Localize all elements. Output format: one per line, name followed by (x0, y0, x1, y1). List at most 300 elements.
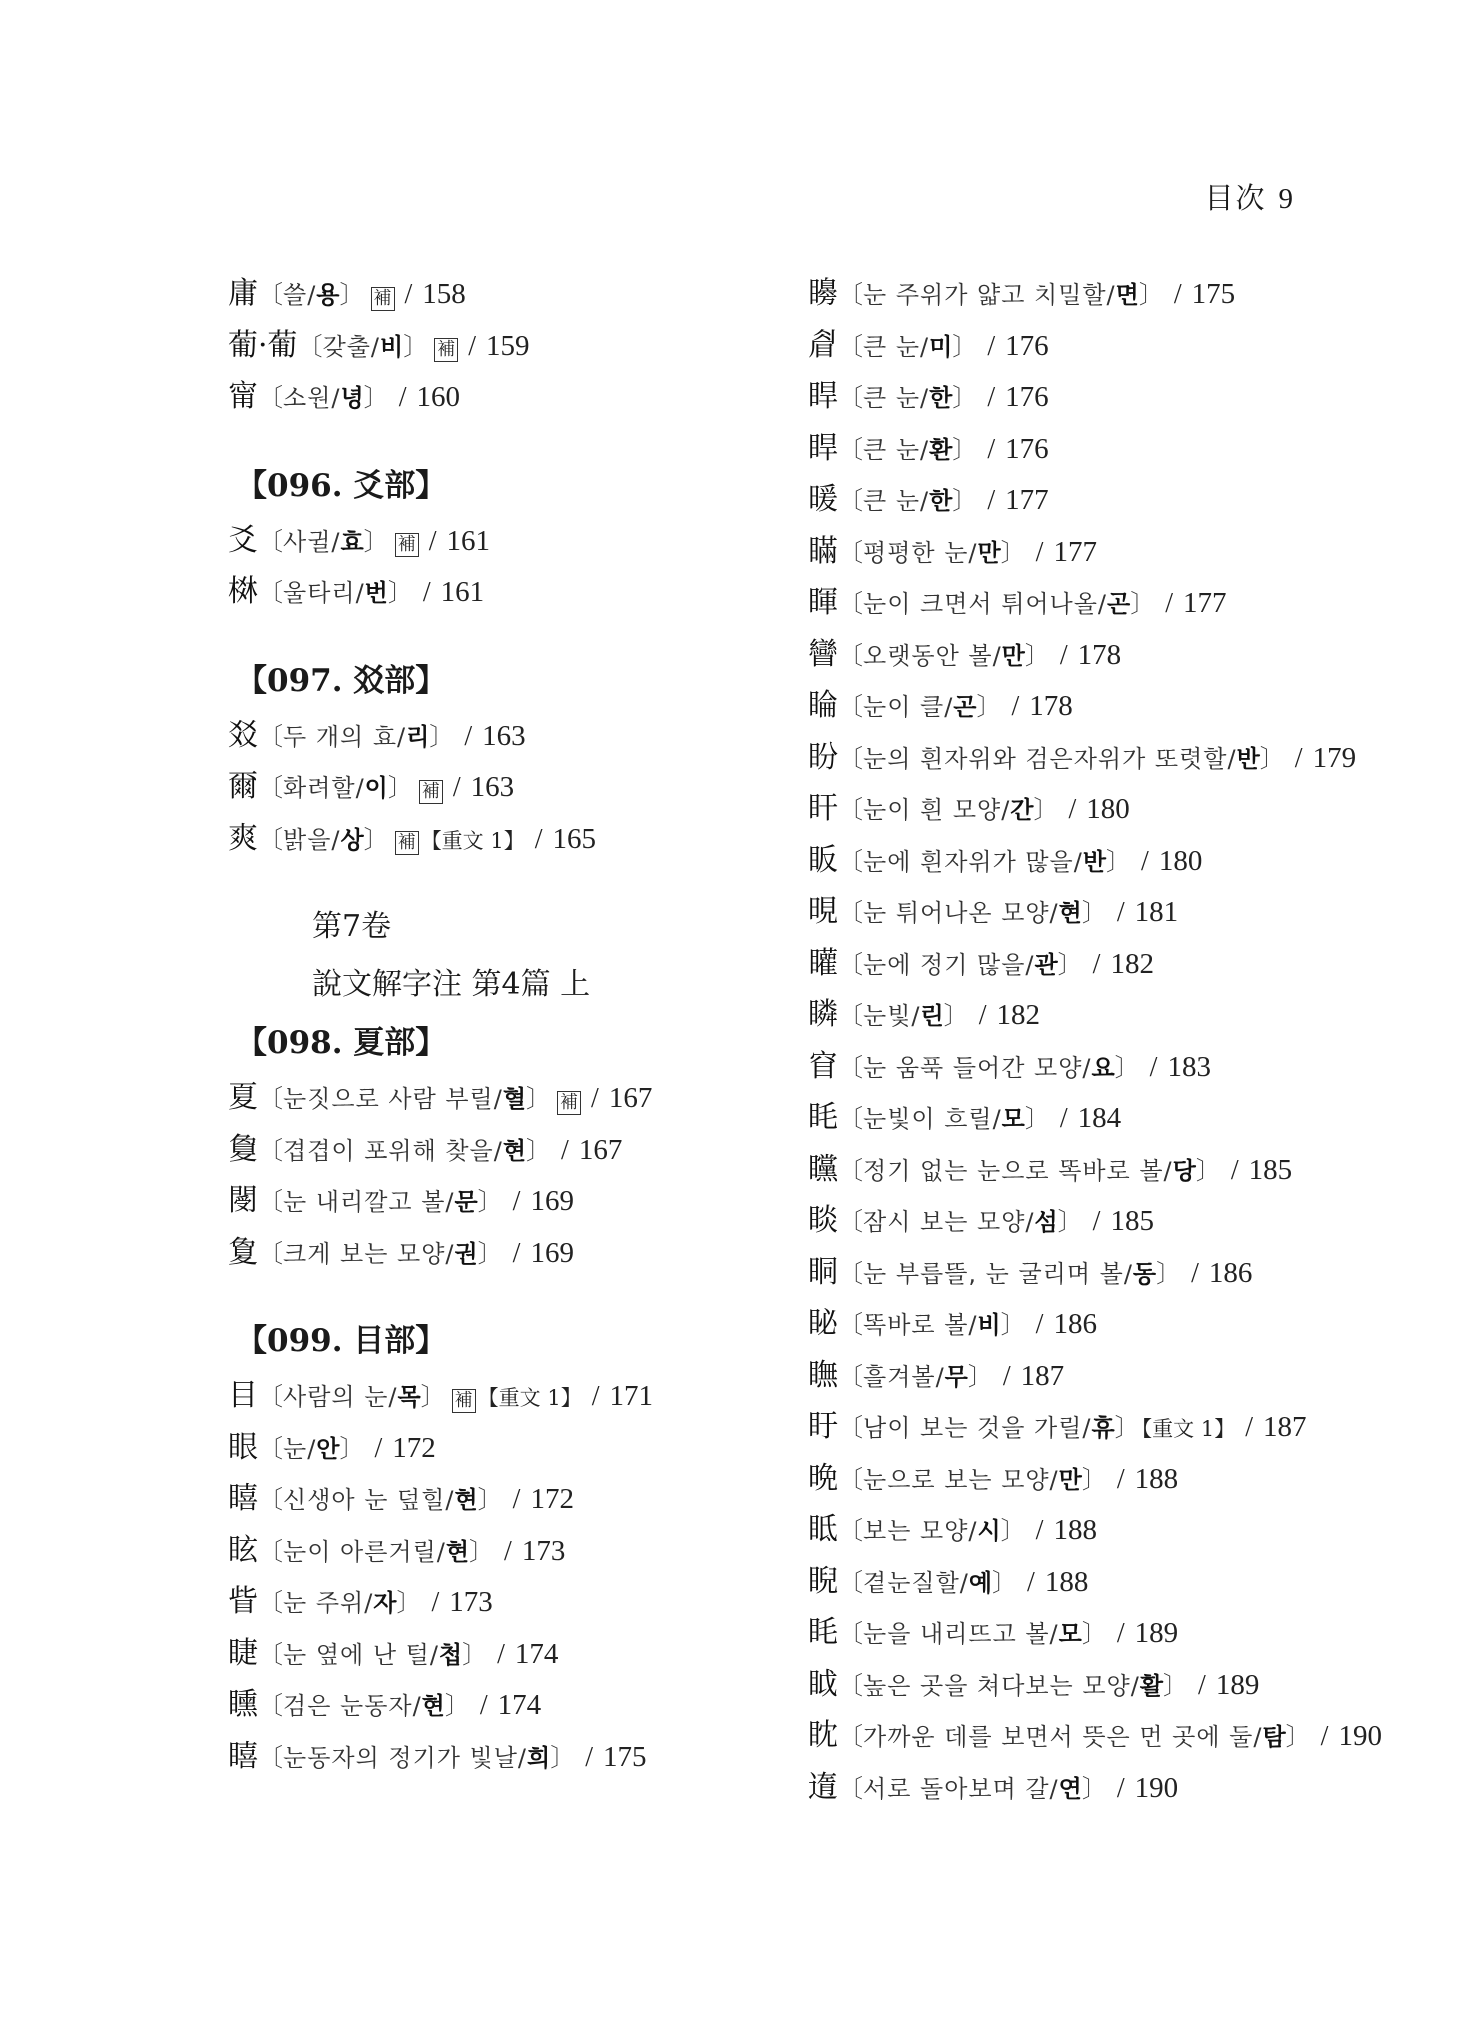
toc-entry (228, 1679, 788, 1731)
entry-gloss: 눈이 클/ (863, 693, 954, 721)
entry-reading: 첩 (438, 1640, 463, 1669)
entry-reading: 상 (340, 825, 364, 854)
close-bracket-glyph: 〕 (992, 1567, 1018, 1597)
slash-separator: / (1294, 742, 1303, 774)
close-bracket-glyph: 〕 (1195, 1155, 1221, 1185)
toc-entry (228, 1473, 788, 1525)
entry-reading: 현 (454, 1486, 478, 1514)
entry-gloss: 검은 눈동자/ (283, 1692, 422, 1720)
entry-character: 睅 (808, 430, 838, 466)
entry-page-number: 171 (609, 1380, 653, 1412)
entry-page-number: 176 (1005, 329, 1049, 362)
entry-character: 瞦 (228, 1738, 258, 1774)
slash-separator: / (428, 525, 437, 557)
entry-character: 睂 (808, 327, 838, 363)
toc-entry (808, 680, 1308, 732)
entry-gloss: 눈을 내리뜨고 볼/ (863, 1620, 1059, 1648)
radical-heading-098: 【098. 夏部】 (236, 1025, 447, 1061)
page-number: 9 (1278, 183, 1295, 215)
close-bracket-glyph: 〕 (429, 721, 455, 751)
entry-reading: 이 (364, 774, 388, 802)
entry-page-number: 187 (1020, 1359, 1065, 1392)
header-title: 目次 (1204, 181, 1267, 215)
close-bracket-glyph: 〕 (1156, 1258, 1182, 1288)
open-bracket-glyph: 〔 (838, 795, 864, 824)
slash-separator: / (512, 1186, 521, 1217)
close-bracket-glyph: 〕 (477, 1187, 503, 1216)
entry-character: 瞵 (808, 997, 838, 1032)
toc-entry (808, 1195, 1308, 1247)
open-bracket-glyph: 〔 (258, 824, 284, 854)
open-bracket-glyph: 〔 (258, 773, 284, 802)
entry-reading: 현 (445, 1537, 470, 1566)
close-bracket-glyph: 〕 (1138, 280, 1164, 309)
variant-count: 【重文 1】 (477, 1386, 582, 1410)
entry-page-number: 176 (1005, 381, 1049, 413)
slash-separator: / (1173, 279, 1182, 310)
entry-character: 窅 (808, 1048, 838, 1084)
entry-reading: 만 (1058, 1465, 1082, 1494)
entry-character: 矄 (228, 1687, 258, 1722)
toc-entry (808, 474, 1308, 526)
open-bracket-glyph: 〔 (838, 280, 864, 309)
entry-gloss: 눈에 정기 많을/ (863, 950, 1035, 979)
open-bracket-glyph: 〔 (258, 1187, 284, 1216)
book-title: 說文解字注 第4篇 上 (312, 967, 591, 1002)
toc-entry (808, 989, 1308, 1041)
open-bracket-glyph: 〔 (258, 1135, 284, 1165)
entry-reading: 용 (316, 281, 340, 309)
slash-separator: / (1230, 1154, 1239, 1186)
close-bracket-glyph: 〕 (1057, 949, 1083, 979)
close-bracket-glyph: 〕 (469, 1536, 495, 1566)
entry-gloss: 눈/ (283, 1434, 317, 1463)
entry-character: 眅 (808, 842, 838, 878)
entry-character: 矏 (808, 276, 838, 311)
slash-separator: / (987, 382, 996, 413)
toc-entry (228, 1370, 788, 1422)
toc-entry (808, 1401, 1308, 1453)
toc-entry (228, 1422, 788, 1474)
slash-separator: / (1116, 1772, 1125, 1804)
entry-reading: 자 (373, 1589, 397, 1617)
entry-reading: 동 (1132, 1259, 1157, 1288)
slash-separator: / (1092, 948, 1101, 980)
entry-page-number: 189 (1134, 1617, 1179, 1649)
toc-entry (228, 371, 788, 423)
open-bracket-glyph: 〔 (258, 1382, 284, 1411)
entry-page-number: 165 (552, 822, 597, 855)
entry-reading: 휴 (1091, 1414, 1115, 1442)
entry-reading: 목 (397, 1383, 421, 1411)
entry-character: 眥 (228, 1584, 258, 1619)
entry-gloss: 겹겹이 포위해 찾을/ (283, 1136, 503, 1165)
entry-reading: 연 (1058, 1774, 1082, 1803)
entry-character: 䀣 (808, 1306, 838, 1341)
left-column (228, 268, 788, 1782)
open-bracket-glyph: 〔 (258, 1588, 284, 1617)
open-bracket-glyph: 〔 (258, 1536, 284, 1566)
entry-character: 盰 (808, 791, 838, 826)
slash-separator: / (398, 382, 407, 413)
close-bracket-glyph: 〕 (943, 1001, 969, 1030)
entry-gloss: 큰 눈/ (863, 384, 930, 412)
open-bracket-glyph: 〔 (838, 434, 864, 464)
toc-entry (808, 268, 1308, 320)
entry-character: 遀 (808, 1769, 838, 1805)
entry-reading: 반 (1236, 744, 1260, 773)
open-bracket-glyph: 〔 (838, 1722, 864, 1751)
entry-page-number: 167 (578, 1133, 623, 1166)
toc-entry (808, 732, 1357, 784)
entry-gloss: 사람의 눈/ (283, 1383, 398, 1411)
entry-character: 眡 (808, 1512, 838, 1547)
supplement-tag: 補 (395, 831, 419, 855)
open-bracket-glyph: 〔 (838, 1258, 864, 1288)
entry-gloss: 눈짓으로 사람 부릴/ (283, 1085, 503, 1113)
toc-entry (228, 320, 788, 372)
close-bracket-glyph: 〕 (403, 331, 429, 361)
entry-page-number: 177 (1005, 484, 1049, 516)
slash-separator: / (512, 1237, 521, 1269)
open-bracket-glyph: 〔 (838, 846, 864, 876)
entry-page-number: 161 (446, 524, 490, 557)
toc-entry (228, 1576, 788, 1628)
entry-page-number: 189 (1215, 1668, 1260, 1701)
entry-page-number: 163 (470, 771, 515, 803)
entry-reading: 만 (977, 538, 1001, 567)
entry-character: 晩 (808, 1460, 838, 1496)
slash-separator: / (561, 1134, 569, 1166)
supplement-tag: 補 (452, 1389, 476, 1413)
close-bracket-glyph: 〕 (339, 280, 365, 309)
entry-page-number: 190 (1134, 1771, 1179, 1804)
entry-page-number: 174 (514, 1637, 559, 1670)
supplement-tag: 補 (557, 1091, 581, 1115)
close-bracket-glyph: 〕 (1106, 846, 1132, 876)
slash-separator: / (1320, 1721, 1329, 1752)
slash-separator: / (1191, 1257, 1199, 1289)
slash-separator: / (987, 433, 996, 465)
entry-reading: 관 (1034, 950, 1058, 979)
open-bracket-glyph: 〔 (838, 1207, 864, 1236)
entry-character: 矘 (808, 1151, 838, 1187)
slash-separator: / (479, 1690, 488, 1721)
slash-separator: / (1092, 1206, 1101, 1237)
entry-reading: 혈 (502, 1085, 527, 1113)
open-bracket-glyph: 〔 (258, 280, 284, 309)
toc-entry (228, 1227, 788, 1279)
entry-list (228, 710, 788, 865)
close-bracket-glyph: 〕 (967, 1361, 993, 1391)
entry-gloss: 눈빛/ (863, 1002, 921, 1030)
entry-page-number: 185 (1248, 1153, 1293, 1186)
entry-gloss: 큰 눈/ (863, 332, 930, 361)
slash-separator: / (1245, 1412, 1253, 1443)
close-bracket-glyph: 〕 (1000, 1310, 1026, 1339)
entry-character: 睒 (808, 1203, 838, 1238)
close-bracket-glyph: 〕 (477, 1485, 503, 1514)
entry-page-number: 188 (1134, 1462, 1179, 1495)
entry-page-number: 167 (608, 1082, 653, 1114)
entry-gloss: 화려할/ (283, 774, 365, 802)
entry-gloss: 두 개의 효/ (283, 722, 407, 751)
entry-page-number: 179 (1312, 741, 1357, 774)
entry-reading: 한 (929, 384, 953, 412)
toc-entry (808, 1659, 1308, 1711)
open-bracket-glyph: 〔 (838, 640, 864, 670)
entry-page-number: 159 (486, 329, 530, 362)
open-bracket-glyph: 〔 (838, 383, 864, 412)
entry-character: 盼 (808, 739, 838, 775)
entry-reading: 효 (340, 527, 364, 556)
running-header (1204, 176, 1295, 217)
close-bracket-glyph: 〕 (363, 526, 389, 556)
entry-character: 夏 (228, 1080, 258, 1115)
close-bracket-glyph: 〕 (1024, 640, 1050, 670)
toc-entry (808, 1247, 1308, 1299)
entry-gloss: 눈 주위가 얇고 치밀할/ (863, 281, 1116, 309)
entry-reading: 한 (929, 487, 953, 515)
entry-page-number: 169 (530, 1236, 574, 1269)
entry-gloss: 쓸/ (283, 281, 317, 309)
close-bracket-glyph: 〕 (387, 773, 413, 802)
entry-page-number: 174 (497, 1689, 542, 1721)
open-bracket-glyph: 〔 (838, 949, 864, 979)
entry-page-number: 182 (996, 999, 1040, 1031)
open-bracket-glyph: 〔 (838, 1052, 864, 1082)
slash-separator: / (1027, 1566, 1035, 1598)
entry-reading: 현 (421, 1692, 445, 1720)
entry-page-number: 173 (521, 1534, 566, 1567)
toc-entry (808, 1453, 1308, 1505)
entry-page-number: 178 (1077, 638, 1122, 671)
toc-entry (808, 1092, 1308, 1144)
toc-entry (228, 566, 788, 618)
slash-separator: / (1165, 588, 1173, 619)
entry-page-number: 188 (1053, 1514, 1097, 1546)
entry-gloss: 갖출/ (322, 332, 381, 361)
slash-separator: / (1059, 639, 1068, 671)
entry-page-number: 185 (1110, 1205, 1154, 1237)
slash-separator: / (1068, 794, 1077, 825)
radical-heading-099: 【099. 目部】 (236, 1323, 447, 1359)
entry-gloss: 높은 곳을 쳐다보는 모양/ (863, 1671, 1140, 1700)
open-bracket-glyph: 〔 (838, 1619, 864, 1648)
close-bracket-glyph: 〕 (462, 1639, 488, 1669)
entry-gloss: 남이 보는 것을 가릴/ (863, 1414, 1092, 1442)
close-bracket-glyph: 〕 (363, 824, 389, 854)
open-bracket-glyph: 〔 (258, 526, 284, 556)
entry-character: 睨 (808, 1563, 838, 1599)
entry-character: 盱 (808, 1409, 838, 1444)
entry-character: 眩 (228, 1532, 258, 1568)
open-bracket-glyph: 〔 (838, 1567, 864, 1597)
entry-character: 眼 (228, 1429, 258, 1465)
close-bracket-glyph: 〕 (1130, 589, 1156, 618)
close-bracket-glyph: 〕 (477, 1238, 503, 1268)
slash-separator: / (591, 1381, 600, 1412)
toc-entry (808, 1556, 1308, 1608)
entry-character: 夐 (228, 1234, 258, 1270)
entry-character: 㸚 (228, 717, 258, 753)
open-bracket-glyph: 〔 (838, 486, 864, 515)
open-bracket-glyph: 〔 (838, 743, 864, 773)
open-bracket-glyph: 〔 (258, 1238, 284, 1268)
entry-list (228, 268, 788, 423)
entry-reading: 시 (977, 1517, 1001, 1545)
entry-page-number: 169 (530, 1185, 574, 1217)
toc-entry (228, 1628, 788, 1680)
open-bracket-glyph: 〔 (838, 1516, 864, 1545)
close-bracket-glyph: 〕 (1000, 537, 1026, 567)
entry-reading: 만 (1001, 641, 1025, 670)
entry-character: 眊 (808, 1615, 838, 1650)
entry-reading: 비 (977, 1311, 1001, 1339)
entry-character: 瞦 (228, 1481, 258, 1516)
slash-separator: / (1141, 845, 1149, 877)
toc-entry (808, 526, 1308, 578)
close-bracket-glyph: 〕 (1163, 1670, 1189, 1700)
slash-separator: / (1198, 1669, 1206, 1701)
close-bracket-glyph: 〕 (387, 578, 413, 607)
close-bracket-glyph: 〕 (1081, 1619, 1107, 1648)
entry-character: 瞴 (808, 1357, 838, 1393)
slash-separator: / (978, 1000, 987, 1031)
entry-reading: 간 (1010, 796, 1034, 824)
slash-separator: / (422, 577, 431, 608)
entry-reading: 린 (920, 1002, 944, 1030)
slash-separator: / (404, 279, 413, 310)
radical-heading-096: 【096. 爻部】 (236, 467, 447, 504)
entry-reading: 희 (527, 1743, 551, 1772)
toc-entry (228, 1731, 788, 1783)
slash-separator: / (1059, 1103, 1068, 1134)
entry-gloss: 가까운 데를 보면서 뜻은 먼 곳에 둘/ (863, 1723, 1263, 1751)
variant-count: 【重文 1】 (420, 828, 525, 853)
entry-page-number: 182 (1110, 947, 1154, 980)
slash-separator: / (452, 772, 461, 803)
toc-entry (228, 1175, 788, 1227)
entry-reading: 곤 (953, 693, 977, 721)
slash-separator: / (468, 330, 477, 362)
slash-separator: / (464, 720, 473, 752)
close-bracket-glyph: 〕 (1033, 795, 1059, 824)
close-bracket-glyph: 〕 (1114, 1052, 1140, 1082)
close-bracket-glyph: 〕 (1081, 1773, 1107, 1803)
slash-separator: / (585, 1741, 593, 1773)
close-bracket-glyph: 〕 (420, 1382, 446, 1411)
entry-page-number: 172 (530, 1483, 574, 1515)
open-bracket-glyph: 〔 (258, 1084, 284, 1113)
toc-entry (228, 515, 788, 567)
open-bracket-glyph: 〔 (258, 1433, 284, 1463)
toc-entry (808, 886, 1308, 938)
slash-separator: / (1116, 897, 1125, 928)
open-bracket-glyph: 〔 (838, 1361, 864, 1391)
close-bracket-glyph: 〕 (444, 1691, 470, 1720)
entry-reading: 환 (929, 435, 953, 464)
entry-gloss: 오랫동안 볼/ (863, 641, 1002, 670)
open-bracket-glyph: 〔 (258, 721, 284, 751)
entry-page-number: 180 (1086, 793, 1130, 825)
entry-page-number: 160 (416, 381, 460, 413)
entry-character: 瞞 (808, 533, 838, 569)
entry-character: 甯 (228, 379, 258, 414)
entry-gloss: 흘겨볼/ (863, 1362, 945, 1391)
entry-list (228, 515, 788, 618)
entry-gloss: 울타리/ (283, 579, 365, 607)
open-bracket-glyph: 〔 (838, 537, 864, 567)
entry-character: 睅 (808, 379, 838, 414)
entry-character: 敻 (228, 1131, 258, 1167)
open-bracket-glyph: 〔 (838, 1104, 864, 1133)
entry-gloss: 크게 보는 모양/ (283, 1239, 455, 1268)
entry-character: 眈 (808, 1718, 838, 1753)
toc-entry (808, 423, 1308, 475)
entry-reading: 리 (406, 722, 430, 751)
entry-gloss: 눈 튀어나온 모양/ (863, 899, 1059, 927)
close-bracket-glyph: 〕 (1114, 1413, 1140, 1442)
close-bracket-glyph: 〕 (396, 1588, 422, 1617)
entry-page-number: 177 (1183, 587, 1227, 619)
slash-separator: / (504, 1535, 512, 1567)
open-bracket-glyph: 〔 (838, 1155, 864, 1185)
entry-page-number: 187 (1263, 1411, 1307, 1443)
entry-gloss: 눈의 흰자위와 검은자위가 또렷할/ (863, 744, 1237, 773)
slash-separator: / (1002, 1360, 1011, 1392)
open-bracket-glyph: 〔 (258, 383, 284, 412)
entry-reading: 당 (1172, 1156, 1196, 1185)
entry-reading: 모 (1001, 1105, 1025, 1133)
entry-page-number: 190 (1338, 1720, 1382, 1752)
entry-character: 葡·葡 (228, 327, 298, 363)
entry-character: 眊 (808, 1100, 838, 1135)
entry-reading: 탐 (1262, 1723, 1286, 1751)
entry-gloss: 정기 없는 눈으로 똑바로 볼/ (863, 1156, 1173, 1185)
toc-entry (808, 1607, 1308, 1659)
close-bracket-glyph: 〕 (952, 331, 978, 361)
entry-character: 睫 (228, 1635, 258, 1671)
toc-entry (808, 1504, 1308, 1556)
toc-entry (808, 783, 1308, 835)
entry-gloss: 곁눈질할/ (863, 1568, 969, 1597)
entry-page-number: 180 (1158, 844, 1203, 877)
entry-gloss: 신생아 눈 덮힐/ (283, 1486, 455, 1514)
slash-separator: / (1116, 1463, 1125, 1495)
supplement-tag: 補 (419, 780, 443, 804)
entry-reading: 섬 (1034, 1208, 1058, 1236)
close-bracket-glyph: 〕 (1285, 1722, 1311, 1751)
entry-reading: 무 (944, 1362, 968, 1391)
entry-gloss: 눈이 아른거릴/ (283, 1537, 446, 1566)
entry-page-number: 184 (1077, 1102, 1122, 1134)
toc-entry (808, 938, 1308, 990)
close-bracket-glyph: 〕 (526, 1084, 552, 1113)
toc-entry (808, 629, 1308, 681)
toc-entry (228, 813, 788, 865)
close-bracket-glyph: 〕 (1024, 1104, 1050, 1133)
radical-heading-097: 【097. 㸚部】 (236, 662, 447, 699)
slash-separator: / (591, 1083, 599, 1114)
entry-gloss: 눈 움푹 들어간 모양/ (863, 1053, 1092, 1082)
open-bracket-glyph: 〔 (838, 1464, 864, 1494)
volume-title: 第7卷 (312, 909, 392, 944)
close-bracket-glyph: 〕 (952, 486, 978, 515)
entry-character: 目 (228, 1378, 258, 1413)
open-bracket-glyph: 〔 (258, 1639, 284, 1669)
supplement-tag: 補 (395, 533, 419, 557)
